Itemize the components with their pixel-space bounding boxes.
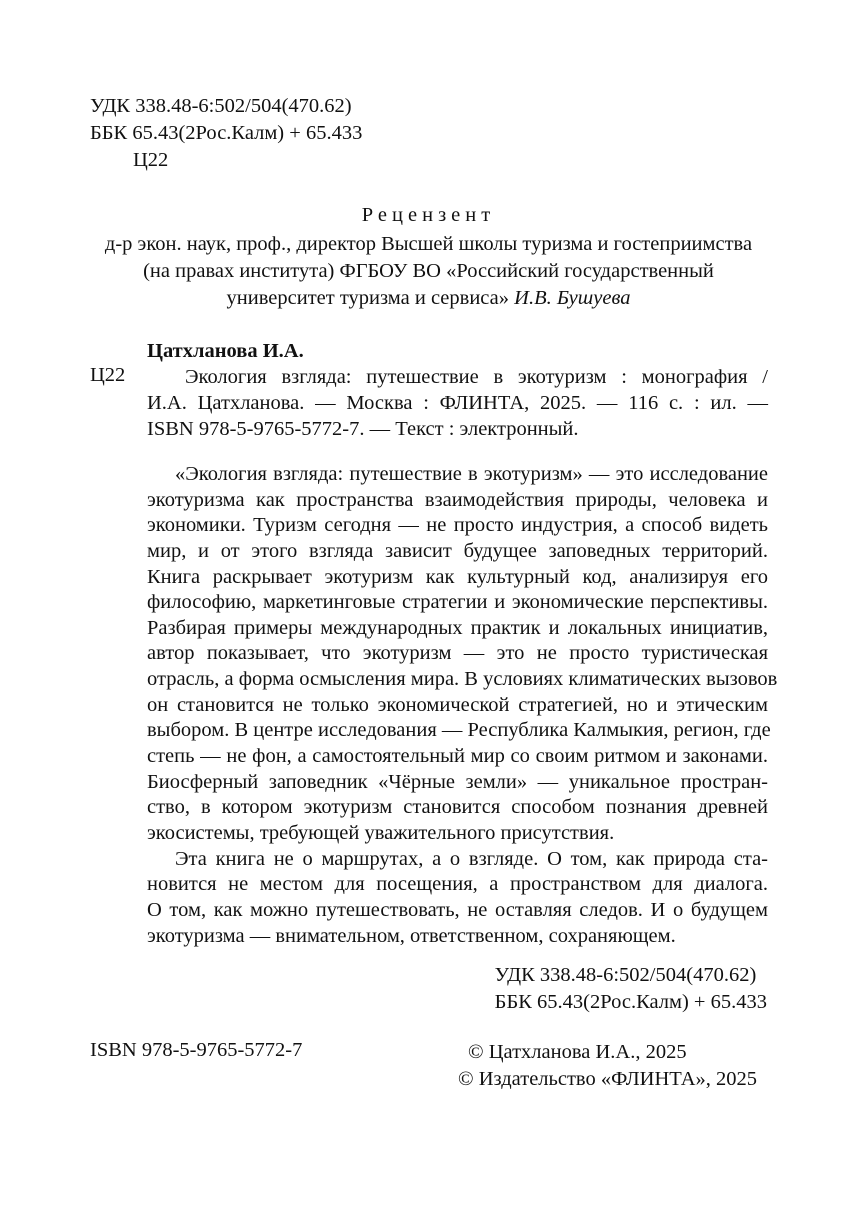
bbk-code-bottom: ББК 65.43(2Рос.Калм) + 65.433: [494, 991, 767, 1013]
abstract-line: ство, в котором экотуризм становится способом познания древней: [147, 796, 768, 819]
bib-line-1: Экология взгляда: путешествие в экотуризм : монография /: [185, 366, 768, 388]
abstract-line: философию, маркетинговые стратегии и экономические перспективы.: [147, 591, 768, 614]
abstract-line: отрасль, а форма осмысления мира. В условиях климатических вызовов: [147, 668, 778, 691]
abstract-line: он становится не только экономической стратегией, но и этическим: [147, 693, 768, 716]
copyright-publisher: © Издательство «ФЛИНТА», 2025: [458, 1068, 758, 1090]
author-mark: Ц22: [133, 149, 169, 171]
bibliographic-record: [147, 364, 768, 442]
abstract-line: Биосферный заповедник «Чёрные земли» — уникальное простран-: [147, 770, 768, 793]
bib-line-2: И.А. Цатхланова. — Москва : ФЛИНТА, 2025. — 116 с. : ил. —: [147, 392, 768, 414]
abstract: [147, 462, 778, 949]
abstract-line: автор показывает, что экотуризм — это не просто туристическая: [147, 642, 768, 665]
reviewer-line-1: д-р экон. наук, проф., директор Высшей школы туризма и гостеприимства: [104, 233, 753, 255]
reviewer-info: [0, 231, 857, 312]
abstract-line: Эта книга не о маршрутах, а о взгляде. О том, как природа ста-: [175, 847, 768, 870]
abstract-line: экотуризма как пространства взаимодействия природы, человека и: [147, 488, 768, 511]
abstract-line: степь — не фон, а самостоятельный мир со своим ритмом и законами.: [147, 745, 768, 768]
abstract-line: Разбирая примеры международных практик и локальных инициатив,: [147, 616, 768, 639]
abstract-line: мир, и от этого взгляда зависит будущее заповедных территорий.: [147, 539, 768, 562]
reviewer-affiliation: университет туризма и сервиса»: [226, 287, 510, 309]
abstract-line: Книга раскрывает экотуризм как культурный код, анализируя его: [147, 565, 768, 588]
catalog-code: Ц22: [90, 364, 126, 386]
abstract-line: «Экология взгляда: путешествие в экотуризм» — это исследование: [175, 463, 768, 485]
abstract-line: О том, как можно путешествовать, не оставляя следов. И о будущем: [147, 898, 768, 921]
copyright-block: [458, 1039, 757, 1093]
bbk-code: ББК 65.43(2Рос.Калм) + 65.433: [90, 122, 363, 144]
classification-codes-top: [90, 93, 362, 174]
classification-codes-bottom: [495, 962, 767, 1016]
book-author: Цатхланова И.А.: [147, 340, 304, 362]
copyright-author: © Цатхланова И.А., 2025: [468, 1041, 687, 1063]
reviewer-heading: Рецензент: [361, 204, 496, 226]
udk-code-bottom: УДК 338.48-6:502/504(470.62): [494, 964, 757, 986]
abstract-line: новится не местом для посещения, а пространством для диалога.: [147, 873, 768, 896]
reviewer-line-3: [0, 285, 857, 312]
reviewer-name: И.В. Бушуева: [514, 287, 631, 309]
abstract-line: экономики. Туризм сегодня — не просто индустрия, а способ видеть: [147, 514, 768, 537]
abstract-line: экосистемы, требующей уважительного присутствия.: [147, 821, 615, 844]
bib-line-3: ISBN 978-5-9765-5772-7. — Текст : электронный.: [147, 418, 579, 440]
abstract-line: экотуризма — внимательном, ответственном, сохраняющем.: [147, 924, 676, 947]
abstract-line: выбором. В центре исследования — Республика Калмыкия, регион, где: [147, 719, 771, 742]
isbn: ISBN 978-5-9765-5772-7: [90, 1039, 303, 1061]
reviewer-line-2: (на правах института) ФГБОУ ВО «Российский государственный: [143, 260, 714, 282]
udk-code: УДК 338.48-6:502/504(470.62): [90, 95, 352, 117]
